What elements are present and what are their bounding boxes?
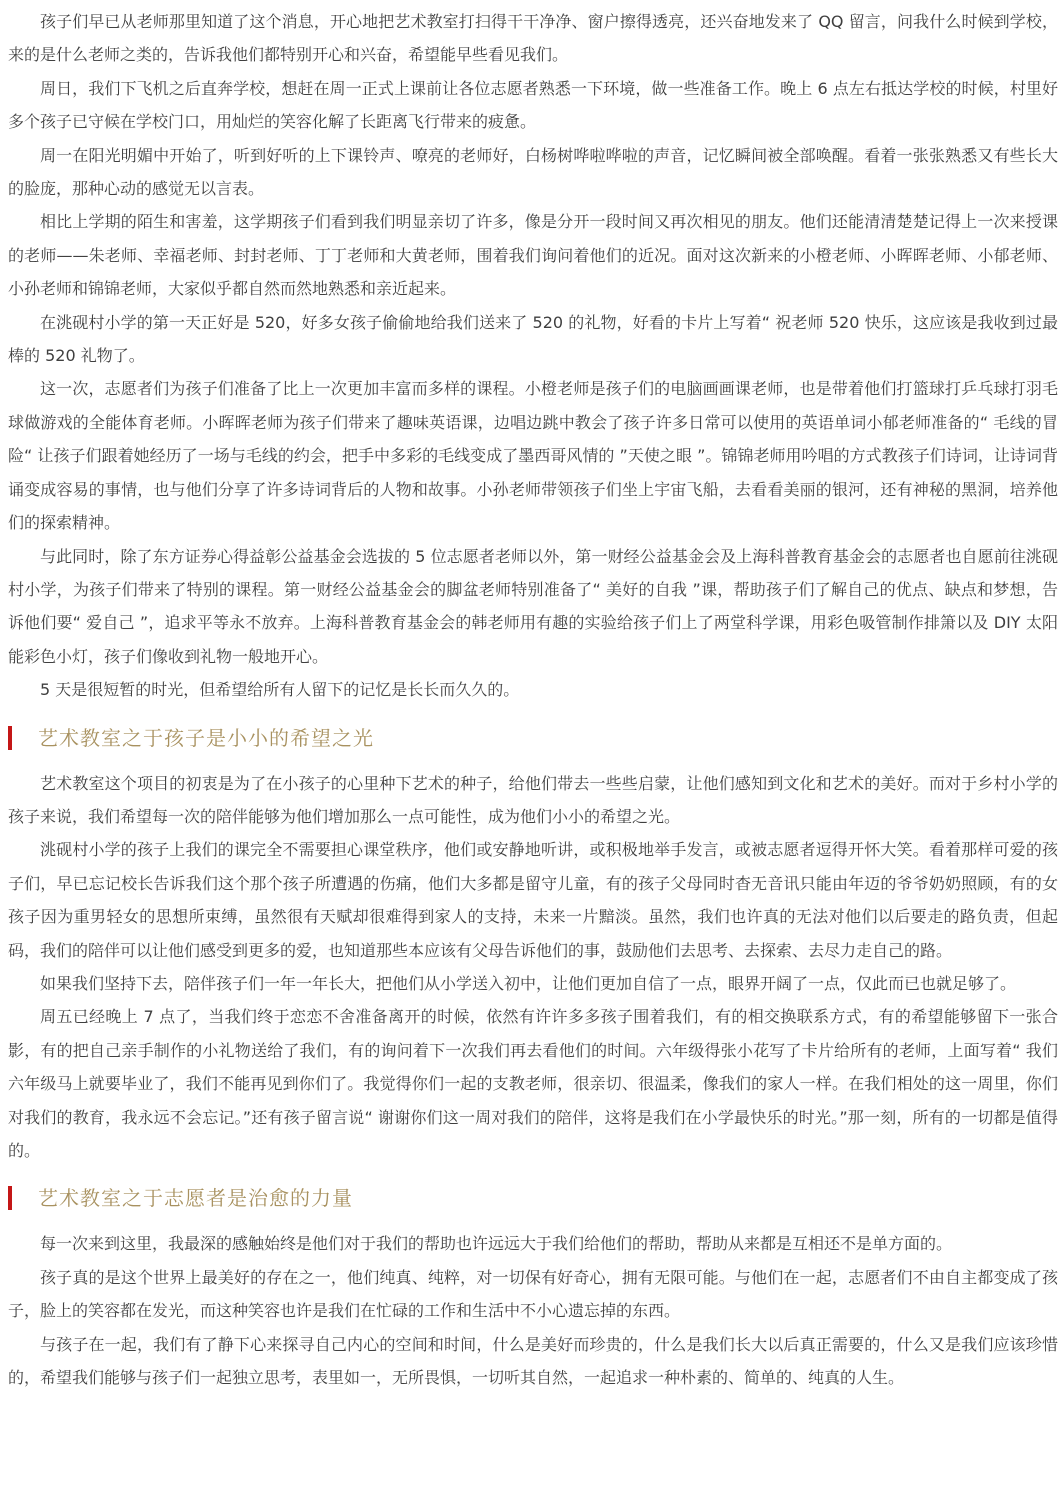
section-heading-volunteers [8,1181,1058,1215]
paragraph: 孩子真的是这个世界上最美好的存在之一，他们纯真、纯粹，对一切保有好奇心，拥有无限可能。与他们在一起，志愿者们不由自主都变成了孩子，脸上的笑容都在发光，而这种笑容也许是我们在忙碌的工作和生活中不小心遗忘掉的东西。 [8,1267,1058,1321]
paragraph: 每一次来到这里，我最深的感触始终是他们对于我们的帮助也许远远大于我们给他们的帮助，帮助从来都是互相还不是单方面的。 [40,1234,953,1254]
paragraph: 周五已经晚上 7 点了，当我们终于恋恋不舍准备离开的时候，依然有许许多多孩子围着我们，有的相交换联系方式，有的希望能够留下一张合影，有的把自己亲手制作的小礼物送给了我们，有的询问着下一次我们再去看他们的时间。六年级得张小花写了卡片给所有的老师，上面写着“ 我们六年级马上就要毕业了，我们不能再见到你们了。我觉得你们一起的支教老师，很亲切、很温柔，像我们的家人一样。在我们相处的这一周里，你们对我们的教育，我永远不会忘记。”还有孩子留言说“ 谢谢你们这一周对我们的陪伴，这将是我们在小学最快乐的时光。”那一刻，所有的一切都是值得的。 [8,1007,1058,1160]
paragraph: 周日，我们下飞机之后直奔学校，想赶在周一正式上课前让各位志愿者熟悉一下环境，做一些准备工作。晚上 6 点左右抵达学校的时候，村里好多个孩子已守候在学校门口，用灿烂的笑容化解了长距离飞行带来的疲惫。 [8,78,1058,132]
paragraph: 与孩子在一起，我们有了静下心来探寻自己内心的空间和时间，什么是美好而珍贵的，什么是我们长大以后真正需要的，什么又是我们应该珍惜的，希望我们能够与孩子们一起独立思考，表里如一，无所畏惧，一切听其自然，一起追求一种朴素的、简单的、纯真的人生。 [8,1334,1058,1388]
heading-accent-bar [8,1186,12,1210]
section-title: 艺术教室之于志愿者是治愈的力量 [38,1186,353,1211]
paragraph: 5 天是很短暂的时光，但希望给所有人留下的记忆是长长而久久的。 [40,680,520,700]
section-heading-children [8,721,1058,755]
paragraph: 这一次，志愿者们为孩子们准备了比上一次更加丰富而多样的课程。小橙老师是孩子们的电脑画画课老师，也是带着他们打篮球打乒乓球打羽毛球做游戏的全能体育老师。小晖晖老师为孩子们带来了趣味英语课，边唱边跳中教会了孩子许多日常可以使用的英语单词小郁老师准备的“ 毛线的冒险“ 让孩子们跟着她经历了一场与毛线的约会，把手中多彩的毛线变成了墨西哥风情的 ”天使之眼 ”。锦锦老师用吟唱的方式教孩子们诗词，让诗词背诵变成容易的事情，也与他们分享了许多诗词背后的人物和故事。小孙老师带领孩子们坐上宇宙飞船，去看看美丽的银河，还有神秘的黑洞，培养他们的探索精神。 [8,379,1058,533]
paragraph: 如果我们坚持下去，陪伴孩子们一年一年长大，把他们从小学送入初中，让他们更加自信了一点，眼界开阔了一点，仅此而已也就足够了。 [40,973,1017,993]
paragraph: 孩子们早已从老师那里知道了这个消息，开心地把艺术教室打扫得干干净净、窗户擦得透亮，还兴奋地发来了 QQ 留言，问我什么时候到学校，来的是什么老师之类的，告诉我他们都特别开心和兴奋，希望能早些看见我们。 [8,12,1058,65]
paragraph: 相比上学期的陌生和害羞，这学期孩子们看到我们明显亲切了许多，像是分开一段时间又再次相见的朋友。他们还能清清楚楚记得上一次来授课的老师——朱老师、幸福老师、封封老师、丁丁老师和大黄老师，围着我们询问着他们的近况。面对这次新来的小橙老师、小晖晖老师、小郁老师、小孙老师和锦锦老师，大家似乎都自然而然地熟悉和亲近起来。 [8,212,1058,299]
paragraph: 周一在阳光明媚中开始了，听到好听的上下课铃声、嘹亮的老师好，白杨树哗啦哗啦的声音，记忆瞬间被全部唤醒。看着一张张熟悉又有些长大的脸庞，那种心动的感觉无以言表。 [8,145,1058,199]
paragraph: 与此同时，除了东方证券心得益彰公益基金会选拔的 5 位志愿者老师以外，第一财经公益基金会及上海科普教育基金会的志愿者也自愿前往洮砚村小学，为孩子们带来了特别的课程。第一财经公益基金会的脚盆老师特别准备了“ 美好的自我 ”课，帮助孩子们了解自己的优点、缺点和梦想，告诉他们要“ 爱自己 ”，追求平等永不放弃。上海科普教育基金会的韩老师用有趣的实验给孩子们上了两堂科学课，用彩色吸管制作排箫以及 DIY 太阳能彩色小灯，孩子们像收到礼物一般地开心。 [8,546,1058,666]
paragraph: 在洮砚村小学的第一天正好是 520，好多女孩子偷偷地给我们送来了 520 的礼物，好看的卡片上写着“ 祝老师 520 快乐，这应该是我收到过最棒的 520 礼物了。 [8,312,1058,366]
section-title: 艺术教室之于孩子是小小的希望之光 [38,725,374,750]
paragraph: 艺术教室这个项目的初衷是为了在小孩子的心里种下艺术的种子，给他们带去一些些启蒙，让他们感知到文化和艺术的美好。而对于乡村小学的孩子来说，我们希望每一次的陪伴能够为他们增加那么一点可能性，成为他们小小的希望之光。 [8,773,1058,826]
heading-accent-bar [8,726,12,750]
paragraph: 洮砚村小学的孩子上我们的课完全不需要担心课堂秩序，他们或安静地听讲，或积极地举手发言，或被志愿者逗得开怀大笑。看着那样可爱的孩子们，早已忘记校长告诉我们这个那个孩子所遭遇的伤痛，他们大多都是留守儿童，有的孩子父母同时杳无音讯只能由年迈的爷爷奶奶照顾，有的女孩子因为重男轻女的思想所束缚，虽然很有天赋却很难得到家人的支持，未来一片黯淡。虽然，我们也许真的无法对他们以后要走的路负责，但起码，我们的陪伴可以让他们感受到更多的爱，也知道那些本应该有父母告诉他们的事，鼓励他们去思考、去探索、去尽力走自己的路。 [8,840,1058,960]
article-body [8,5,1058,1394]
